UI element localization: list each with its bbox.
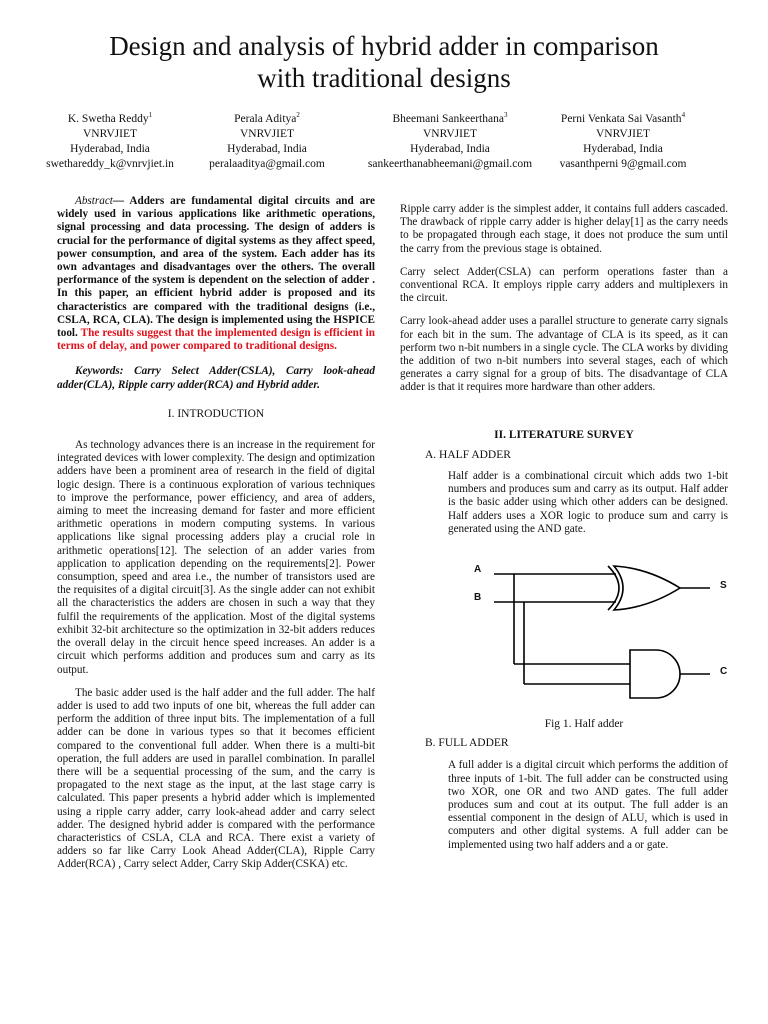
figure-caption: Fig 1. Half adder (544, 718, 624, 731)
author-location: Hyderabad, India (70, 142, 150, 155)
title-line-1: Design and analysis of hybrid adder in comparison (109, 31, 659, 61)
author-email: sankeerthanabheemani@gmail.com (367, 157, 533, 170)
half-adder-figure (474, 562, 728, 702)
abstract (57, 195, 375, 353)
author-sup: 1 (148, 111, 153, 119)
section-heading-introduction: I. INTRODUCTION (167, 407, 265, 420)
author-email: peralaaditya@gmail.com (209, 157, 325, 170)
intro-paragraph-2: The basic adder used is the half adder and the full adder. The half adder is used to add two inputs of one bit, whereas the full adder can perform the addition of three input bits. The implementation of a full adder can be done in various types so that it becomes efficient compared to the conventional full adder. When there is a multi-bit operation, the full adders are used in parallel combination. In parallel there will be a sequential processing of the sum, and the carry is propagated to the next stage as the input, at the last stage carry is calculated. This paper presents a hybrid adder which is implemented using a ripple carry adder, carry look-ahead adder and carry select adder. The designed hybrid adder is compared with the performance characteristics of CSLA, CLA and RCA. There exist a variety of adders so far like Carry Look Ahead Adder(CLA), Ripple Carry Adder(RCA) , Carry select Adder, Carry Skip Adder(CSKA) etc. (57, 686, 375, 871)
intro-paragraph-1: As technology advances there is an increase in the requirement for integrated devices with lower complexity. The design and optimization adders have been a prominent area of research in the field of digital logic design. There is a continuous exploration of various techniques to improve the performance, power efficiency, and area of adders, aiming to meet the increasing demand for faster and more efficient arithmetic operations in modern computing systems. In various applications like signal processing adders play a crucial role in arithmetic operations[12]. The selection of an adder varies from application to application depending on the requirements[2]. Power consumption, speed and area i.e., the number of transistors used are the requisites of a digital circuit[3]. As the single adder can not exhibit all the characteristics the adders are chosen in such a way that they fulfil the requirements of the application. Most of the digital systems exhibit 32-bit architecture so the optimization in 32-bit adders reduces the overall delay in the circuit hence speed increases. An adder is a circuit which performs addition and produces sum and carry as its output. (57, 439, 375, 676)
cla-paragraph: Carry look-ahead adder uses a parallel structure to generate carry signals for each bit in the sum. The advantage of CLA is its speed, as it can perform two n-bit numbers in a single cycle. The CLA works by dividing the addition of two n-bit numbers into several stages, each of which generates a carry signal for a group of bits. The disadvantage of CLA adder is that it requires more hardware than other adders. (400, 315, 728, 394)
author-org: VNRVJIET (595, 127, 651, 140)
author-name: Bheemani Sankeerthana (392, 112, 504, 125)
author-location: Hyderabad, India (227, 142, 307, 155)
keywords-body: : Carry Select Adder(CSLA), Carry look-ahead adder(CLA), Ripple carry adder(RCA) and Hybrid adder. (57, 365, 375, 391)
xor-back-curve (608, 566, 619, 610)
author-name: Perala Aditya (234, 112, 297, 125)
right-column (400, 203, 728, 852)
half-adder-diagram (480, 562, 720, 702)
author-org: VNRVJIET (239, 127, 295, 140)
subsection-heading-full-adder: B. FULL ADDER (425, 737, 509, 750)
rca-paragraph: Ripple carry adder is the simplest adder, it contains full adders cascaded. The drawback of ripple carry adder is higher delay[1] as the carry needs to be propagated through each stage, it does not produce the sum until the carry from the previous stage is obtained. (400, 203, 728, 255)
author-sup: 2 (296, 111, 300, 119)
label-s: S (720, 580, 727, 592)
abstract-highlight: The results suggest that the implemented design is efficient in terms of delay, and power compared to traditional designs. (57, 327, 375, 353)
paper-title (0, 30, 768, 94)
abstract-label: Abstract (75, 195, 113, 207)
full-adder-paragraph: A full adder is a digital circuit which performs the addition of three inputs of 1-bit. The full adder can be constructed using two XOR, one OR and two AND gates. The full adder produces sum and cout at its output. The full adder is an essential component in the design of ALU, which is used in computers and other digital systems. A full adder can be implemented using two half adders and a or gate. (448, 759, 728, 851)
keywords-label: Keywords (75, 365, 120, 378)
author-email: vasanthperni 9@gmail.com (559, 157, 687, 170)
author-1 (40, 108, 180, 172)
author-name: K. Swetha Reddy (67, 112, 149, 125)
left-column (57, 195, 375, 872)
author-org: VNRVJIET (422, 127, 478, 140)
label-c: C (720, 666, 728, 678)
author-sup: 3 (503, 111, 508, 119)
csla-paragraph: Carry select Adder(CSLA) can perform operations faster than a conventional RCA. It employs ripple carry adders and multiplexers in the circuit. (400, 265, 728, 305)
abstract-dash: — (112, 195, 125, 207)
author-sup: 4 (681, 111, 686, 119)
and-gate (630, 650, 680, 698)
xor-gate (614, 566, 680, 610)
label-b: B (474, 592, 482, 604)
half-adder-paragraph: Half adder is a combinational circuit which adds two 1-bit numbers and produces sum and carry as its output. Half adder is the basic adder using which other adders can be designed. Half adders uses a XOR logic to produce sum and carry is generated using the AND gate. (448, 470, 728, 535)
subsection-heading-half-adder: A. HALF ADDER (425, 448, 511, 461)
abstract-body: Adders are fundamental digital circuits and are widely used in various applications like arithmetic operations, signal processing and data processing. The design of adders is crucial for the performance of digital systems as they affect speed, power consumption, and area of the system. Each adder has its own advantages and disadvantages over the others. The overall performance of the system is dependent on the selection of adder . In this paper, an efficient hybrid adder is proposed and its characteristics are compared with the traditional designs (i.e., CSLA, RCA, CLA). The design is implemented using the HSPICE tool. (57, 195, 375, 340)
title-line-2: with traditional designs (257, 63, 511, 93)
section-heading-literature-survey: II. LITERATURE SURVEY (494, 428, 634, 441)
author-4 (548, 108, 698, 172)
label-a: A (474, 564, 482, 576)
author-location: Hyderabad, India (583, 142, 663, 155)
author-name: Perni Venkata Sai Vasanth (560, 112, 682, 125)
author-2 (192, 108, 342, 172)
author-3 (352, 108, 548, 172)
author-email: swethareddy_k@vnrvjiet.in (46, 157, 174, 170)
author-location: Hyderabad, India (410, 142, 490, 155)
keywords (57, 365, 375, 391)
author-org: VNRVJIET (82, 127, 138, 140)
